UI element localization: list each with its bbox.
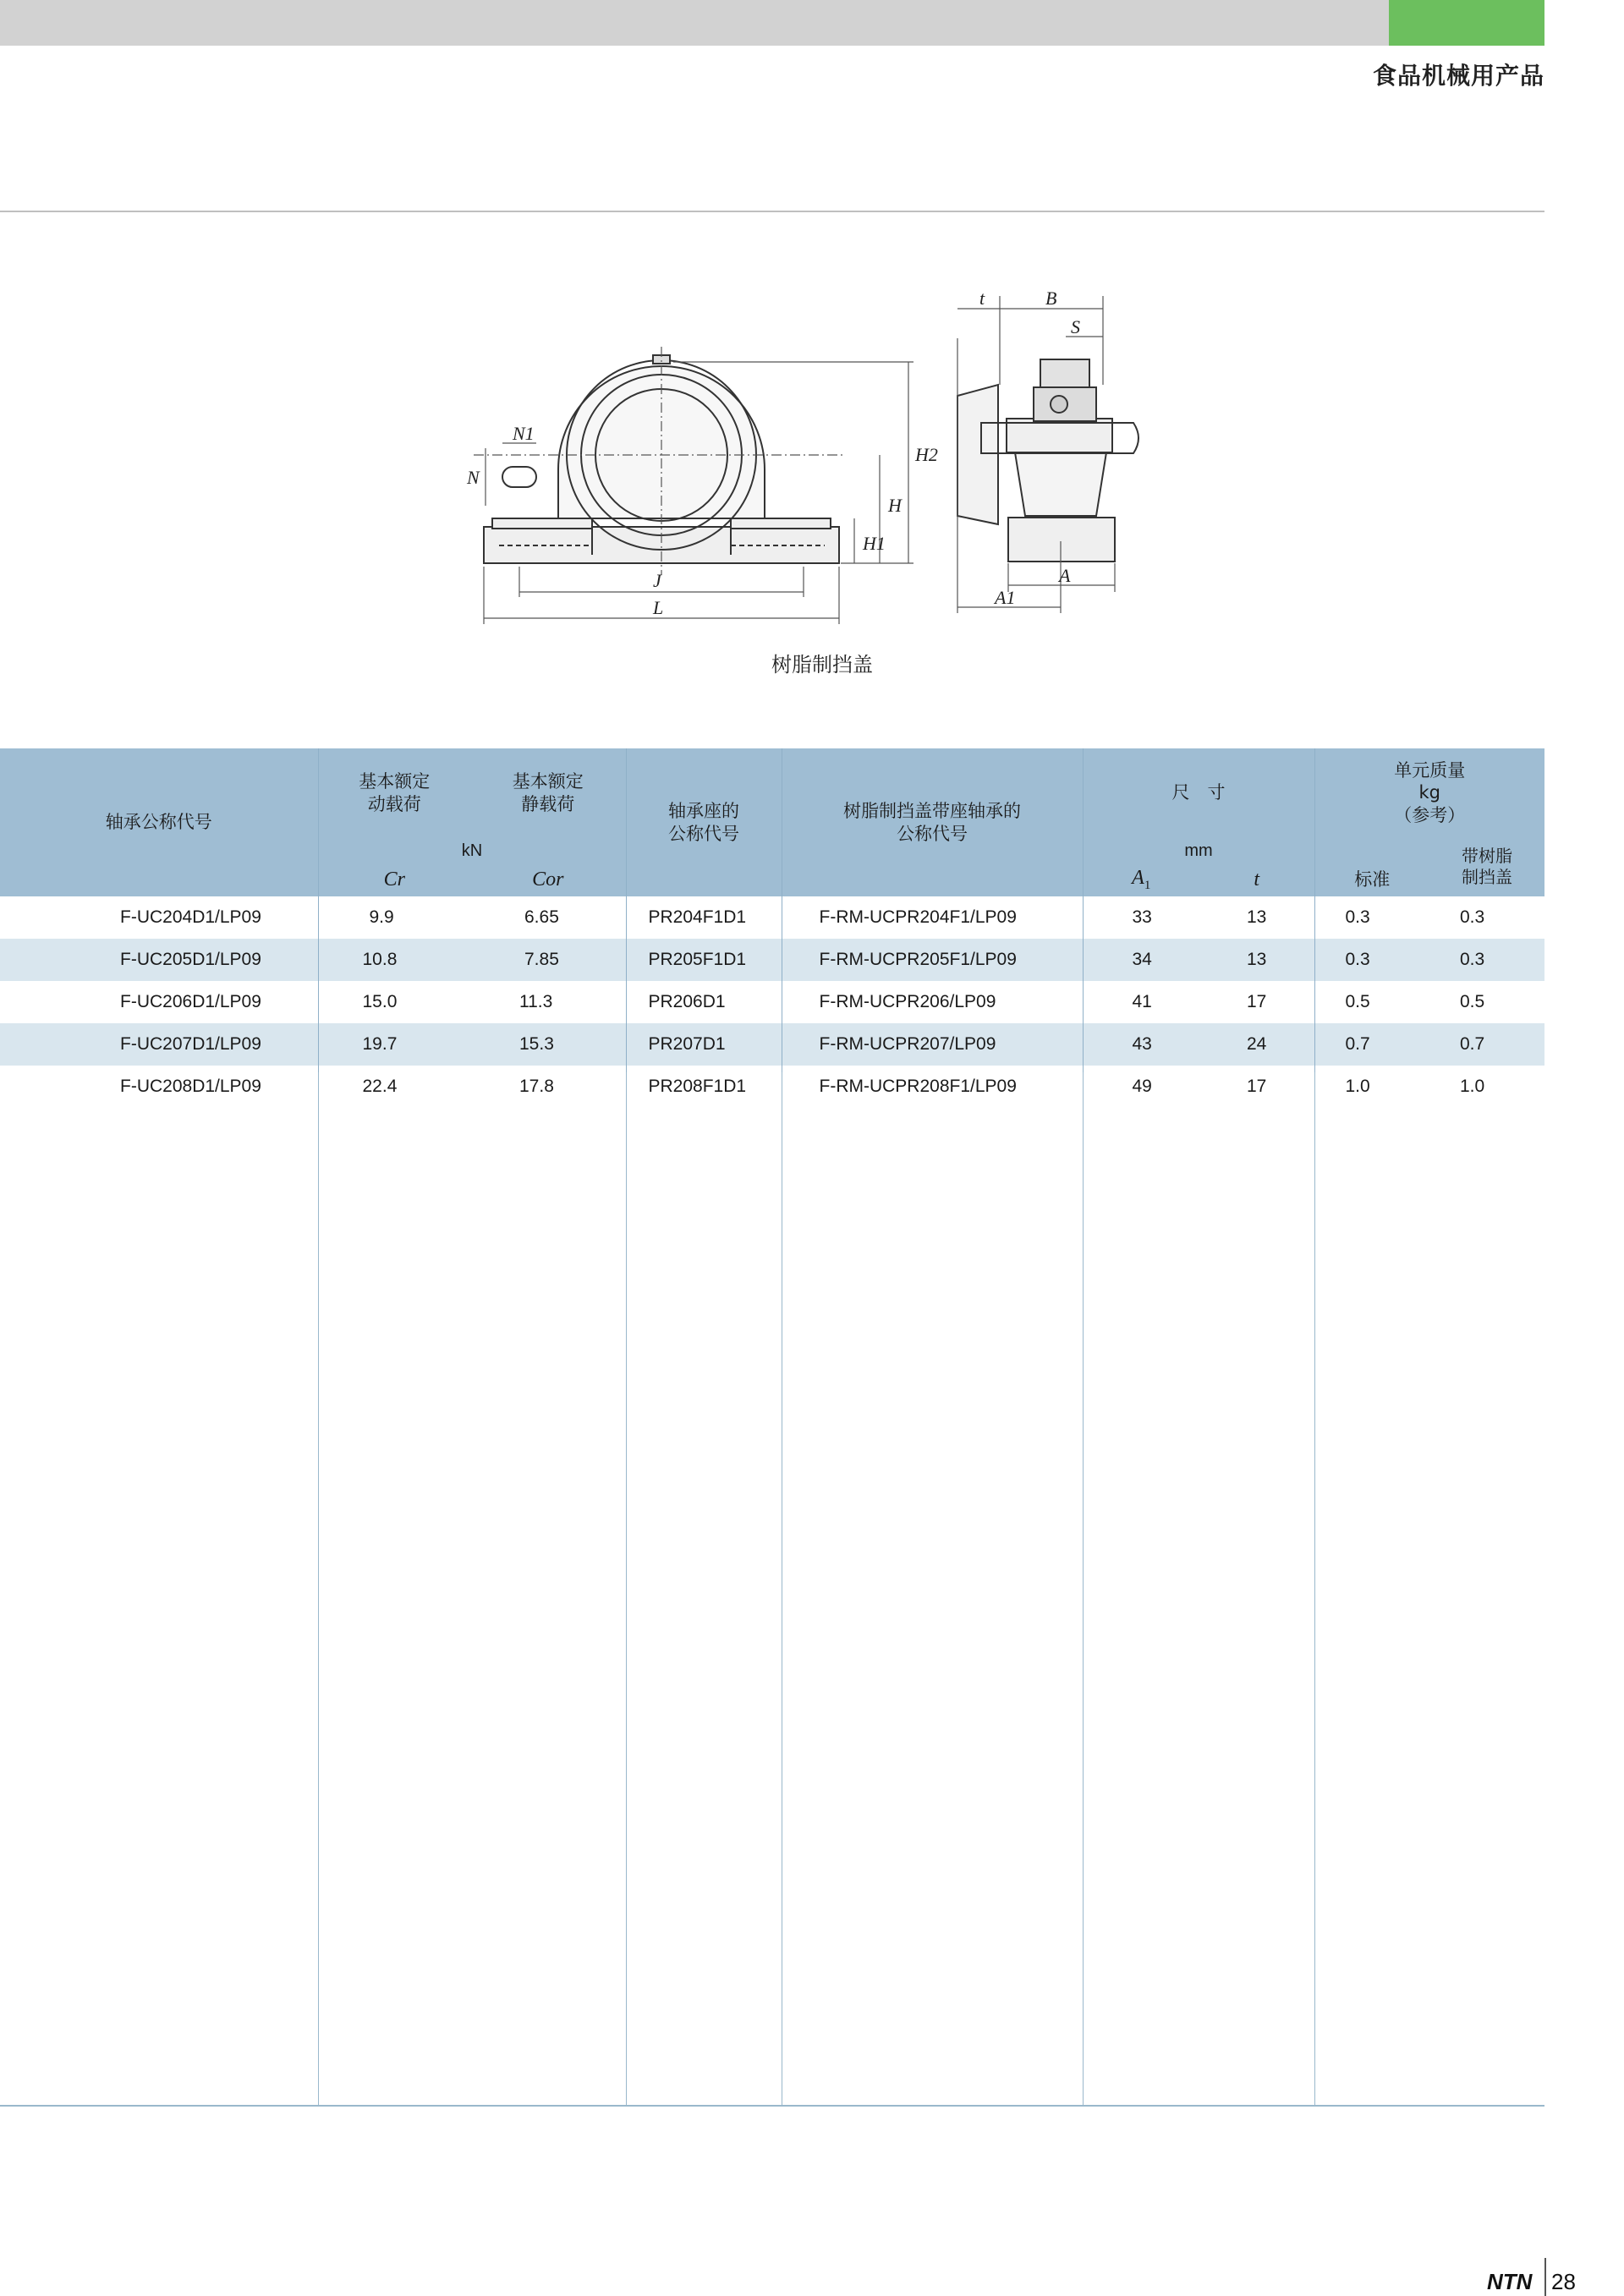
label-j: J: [653, 570, 661, 591]
header-standard: 标准: [1314, 863, 1429, 896]
column-rule: [318, 1072, 319, 2106]
bearing-drawing: [0, 0, 1624, 677]
unit-mm: mm: [1184, 841, 1213, 860]
label-b: B: [1045, 288, 1057, 309]
label-t: t: [979, 288, 985, 309]
label-s: S: [1071, 316, 1080, 337]
header-static-load: 基本额定 静载荷: [470, 748, 626, 837]
page-divider: [1544, 2258, 1546, 2296]
label-a1: A1: [995, 587, 1016, 608]
unit-kn: kN: [461, 841, 483, 860]
symbol-cor: Cor: [532, 869, 564, 890]
brand-logo: NTN: [1487, 2269, 1533, 2294]
table-row: F-UC208D1/LP09 22.4 17.8 PR208F1D1 F-RM-UCPR208F1/LP09 49 17 1.0 1.0: [0, 1066, 1544, 1108]
table-row: F-UC206D1/LP09 15.0 11.3 PR206D1 F-RM-UCPR206/LP09 41 17 0.5 0.5: [0, 981, 1544, 1023]
spec-table: [0, 748, 1544, 1108]
table-row: F-UC207D1/LP09 19.7 15.3 PR207D1 F-RM-UCPR207/LP09 43 24 0.7 0.7: [0, 1023, 1544, 1066]
header-unit-mass: 单元质量 kg （参考）: [1314, 748, 1544, 837]
label-h2: H2: [915, 444, 938, 465]
header-bearing-code: 轴承公称代号: [0, 748, 318, 896]
table-row: F-UC204D1/LP09 9.9 6.65 PR204F1D1 F-RM-UCPR204F1/LP09 33 13 0.3 0.3: [0, 896, 1544, 939]
label-h: H: [888, 495, 902, 516]
column-rule: [626, 1072, 627, 2106]
column-rule: [1314, 1072, 1315, 2106]
header-rm-code: 树脂制挡盖带座轴承的 公称代号: [782, 748, 1083, 896]
symbol-a1: $A_1$: [1132, 867, 1151, 893]
symbol-cr: Cr: [383, 869, 405, 890]
label-l: L: [653, 597, 664, 618]
header-dynamic-load: 基本额定 动载荷: [318, 748, 470, 837]
symbol-t: t: [1254, 869, 1260, 890]
header-resin-cover: 带树脂 制挡盖: [1429, 837, 1544, 896]
label-h1: H1: [863, 533, 886, 554]
section-title: 食品机械用产品: [1372, 62, 1544, 90]
header-housing-code: 轴承座的 公称代号: [626, 748, 782, 896]
header-dimensions: 尺 寸: [1083, 748, 1314, 837]
bottom-divider: [0, 2105, 1544, 2107]
label-a: A: [1059, 565, 1071, 586]
label-n1: N1: [513, 423, 535, 444]
label-n: N: [467, 467, 480, 488]
column-rule: [1083, 1072, 1084, 2106]
table-row: F-UC205D1/LP09 10.8 7.85 PR205F1D1 F-RM-UCPR205F1/LP09 34 13 0.3 0.3: [0, 939, 1544, 981]
page-number: 28: [1551, 2269, 1576, 2294]
drawing-caption: 树脂制挡盖: [771, 653, 873, 677]
